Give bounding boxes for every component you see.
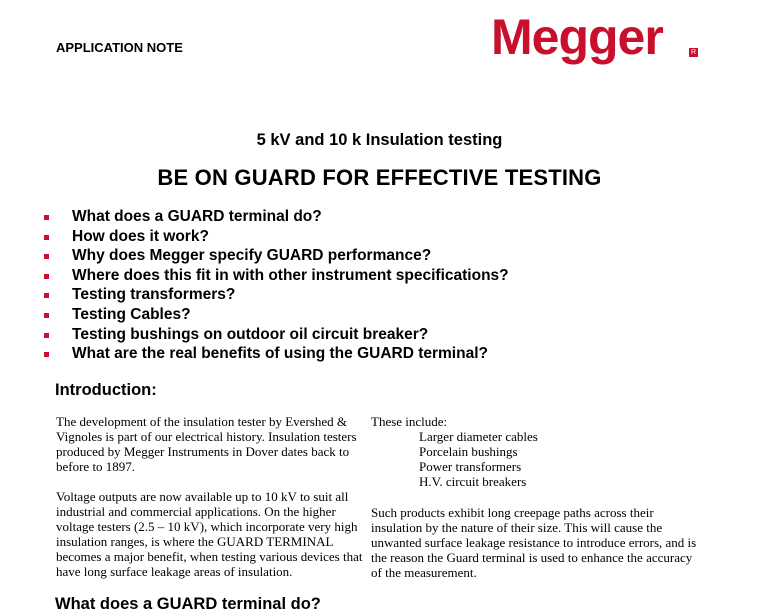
section-heading: What does a GUARD terminal do?: [55, 595, 321, 613]
list-item: H.V. circuit breakers: [419, 474, 527, 489]
bullet-square-icon: [44, 235, 49, 240]
bullet-square-icon: [44, 352, 49, 357]
megger-logo: Megger: [491, 9, 663, 65]
bullet-square-icon: [44, 254, 49, 259]
paragraph: Voltage outputs are now available up to 10 kV to suit all industrial and commercial applications. On the higher voltage testers (2.5 – 10 kV), which incorporate very high insulation ranges, is where the GUARD TERMINAL becomes a major benefit, when testing various devices that have long surface leakage areas of insulation.: [56, 489, 363, 579]
paragraph: The development of the insulation tester by Evershed & Vignoles is part of our electrical history. Insulation testers produced by Megger Instruments in Dover dates back to before to 1897.: [56, 414, 357, 474]
introduction-heading: Introduction:: [55, 381, 157, 399]
bullet-square-icon: [44, 215, 49, 220]
product-list: [419, 429, 538, 489]
topic-text: Why does Megger specify GUARD performance?: [72, 247, 432, 265]
list-item: Porcelain bushings: [419, 444, 518, 459]
bullet-square-icon: [44, 274, 49, 279]
list-item: Power transformers: [419, 459, 522, 474]
topic-text: Testing bushings on outdoor oil circuit breaker?: [72, 325, 429, 343]
topic-text: Where does this fit in with other instrument specifications?: [72, 266, 509, 284]
topic-text: Testing Cables?: [72, 305, 191, 323]
topic-text: Testing transformers?: [72, 286, 236, 304]
bullet-square-icon: [44, 313, 49, 318]
topic-text: What does a GUARD terminal do?: [72, 208, 322, 225]
document-title: BE ON GUARD FOR EFFECTIVE TESTING: [157, 165, 602, 190]
document-subtitle: 5 kV and 10 k Insulation testing: [256, 131, 503, 149]
topic-text: How does it work?: [72, 227, 209, 245]
list-intro-text: These include:: [371, 414, 448, 429]
document-label: APPLICATION NOTE: [56, 40, 183, 55]
bullet-square-icon: [44, 333, 49, 338]
introduction-left-column: [56, 414, 366, 594]
registered-mark-icon: R: [690, 49, 697, 56]
bullet-square-icon: [44, 293, 49, 298]
topic-text: What are the real benefits of using the GUARD terminal?: [72, 345, 488, 363]
paragraph: Such products exhibit long creepage paths across their insulation by the nature of their size. This will cause the unwanted surface leakage resistance to introduce errors, and is the reason the Guard terminal is used to enhance the accuracy of the measurement.: [371, 505, 697, 580]
list-item: Larger diameter cables: [419, 429, 538, 444]
